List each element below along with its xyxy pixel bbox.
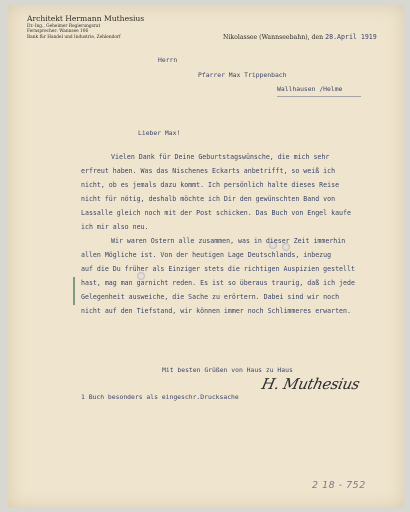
handwritten-signature: H. Muthesius: [260, 375, 362, 393]
recipient-salutation: Herrn: [158, 56, 178, 64]
letter-greeting: Lieber Max!: [138, 129, 181, 137]
letterhead: [27, 14, 197, 40]
letter-closing: Mit besten Grüßen von Haus zu Haus: [162, 366, 293, 374]
body-line: Gelegenheit ausweiche, die Sache zu erörtern. Dabei sind wir noch: [81, 293, 340, 301]
body-line: nicht für nötig, deshalb möchte ich Dir den gewünschten Band von: [81, 195, 336, 203]
recipient-name: Pfarrer Max Trippenbach: [198, 71, 287, 79]
enclosure-note: 1 Buch besonders als eingeschr.Drucksache: [81, 393, 239, 401]
letterhead-line: Dr.-Ing., Geheimer Regierungsrat: [27, 24, 101, 29]
letterhead-line: Fernsprecher: Wannsee 106: [27, 29, 89, 35]
body-line: ich mir also neu.: [81, 223, 149, 231]
margin-mark: [73, 277, 75, 305]
body-line: auf die Du früher als Einziger stets die richtigen Auspizien gestellt: [81, 265, 355, 273]
body-line: Wir waren Ostern alle zusammen, was in dieser Zeit immerhin: [111, 237, 346, 245]
body-line: Lassalle gleich noch mit der Post schicken. Das Buch von Engel kaufe: [81, 209, 351, 217]
body-line: hast, mag man garnicht reden. Es ist so überaus traurig, daß ich jede: [81, 279, 355, 287]
body-line: nicht auf den Tiefstand, wir können immer noch Schlimmeres erwarten.: [81, 307, 351, 315]
letterhead-name: Architekt Hermann Muthesius: [27, 14, 145, 23]
body-line: erfreut haben. Was das Nischenes Eckarts anbetrifft, so weiß ich: [81, 167, 336, 175]
address-underline: [277, 96, 361, 97]
letter-body: [81, 150, 397, 318]
letterhead-line: Bank für Handel und Industrie, Zehlendorf: [27, 34, 121, 40]
body-line: nicht, ob es jemals dazu kommt. Ich persönlich halte dieses Reise: [81, 181, 340, 189]
letter-date: 28.April 1919: [325, 33, 377, 41]
place-line: Nikolassee (Wannseebahn), den: [223, 34, 324, 41]
place-date: [223, 33, 393, 41]
body-line: allen Mögliche ist. Von der heutigen Lage Deutschlands, inbezug: [81, 251, 332, 259]
archive-number: 2 18 - 752: [312, 480, 366, 491]
recipient-city: Wallhausen /Helme: [277, 85, 343, 93]
body-line: Vielen Dank für Deine Geburtstagswünsche, die mich sehr: [111, 153, 330, 161]
